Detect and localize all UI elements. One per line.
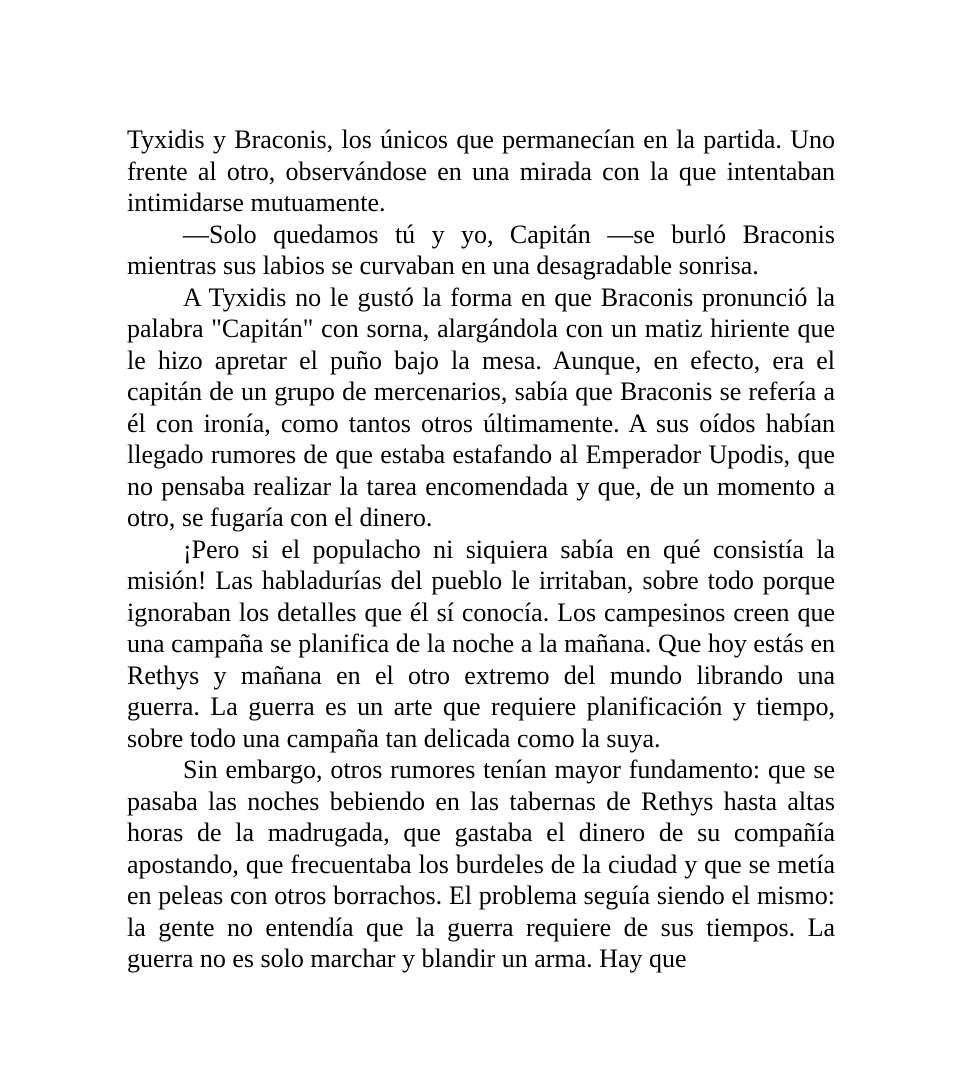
paragraph: A Tyxidis no le gustó la forma en que Braconis pronunció la palabra "Capitán" con sorna, alargándola con un matiz hiriente que le hizo apretar el puño bajo la mesa. Aunque, en efecto, era el capitán de un grupo de mercenarios, sabía que Braconis se refería a él con ironía, como tantos otros últimamente. A sus oídos habían llegado rumores de que estaba estafando al Emperador Upodis, que no pensaba realizar la tarea encomendada y que, de un momento a otro, se fugaría con el dinero. [127, 282, 835, 532]
paragraph: ¡Pero si el populacho ni siquiera sabía en qué consistía la misión! Las habladurías del pueblo le irritaban, sobre todo porque ignoraban los detalles que él sí conocía. Los campesinos creen que una campaña se planifica de la noche a la mañana. Que hoy estás en Rethys y mañana en el otro extremo del mundo librando una guerra. La guerra es un arte que requiere planificación y tiempo, sobre todo una campaña tan delicada como la suya. [127, 534, 835, 753]
paragraph: Tyxidis y Braconis, los únicos que permanecían en la partida. Uno frente al otro, observándose en una mirada con la que intentaban intimidarse mutuamente. [127, 125, 835, 217]
paragraph: —Solo quedamos tú y yo, Capitán —se burló Braconis mientras sus labios se curvaban en una desagradable sonrisa. [127, 219, 835, 280]
paragraph: Sin embargo, otros rumores tenían mayor fundamento: que se pasaba las noches bebiendo en las tabernas de Rethys hasta altas horas de la madrugada, que gastaba el dinero de su compañía apostando, que frecuentaba los burdeles de la ciudad y que se metía en peleas con otros borrachos. El problema seguía siendo el mismo: la gente no entendía que la guerra requiere de sus tiempos. La guerra no es solo marchar y blandir un arma. Hay que [127, 755, 835, 973]
body-text [127, 124, 835, 975]
